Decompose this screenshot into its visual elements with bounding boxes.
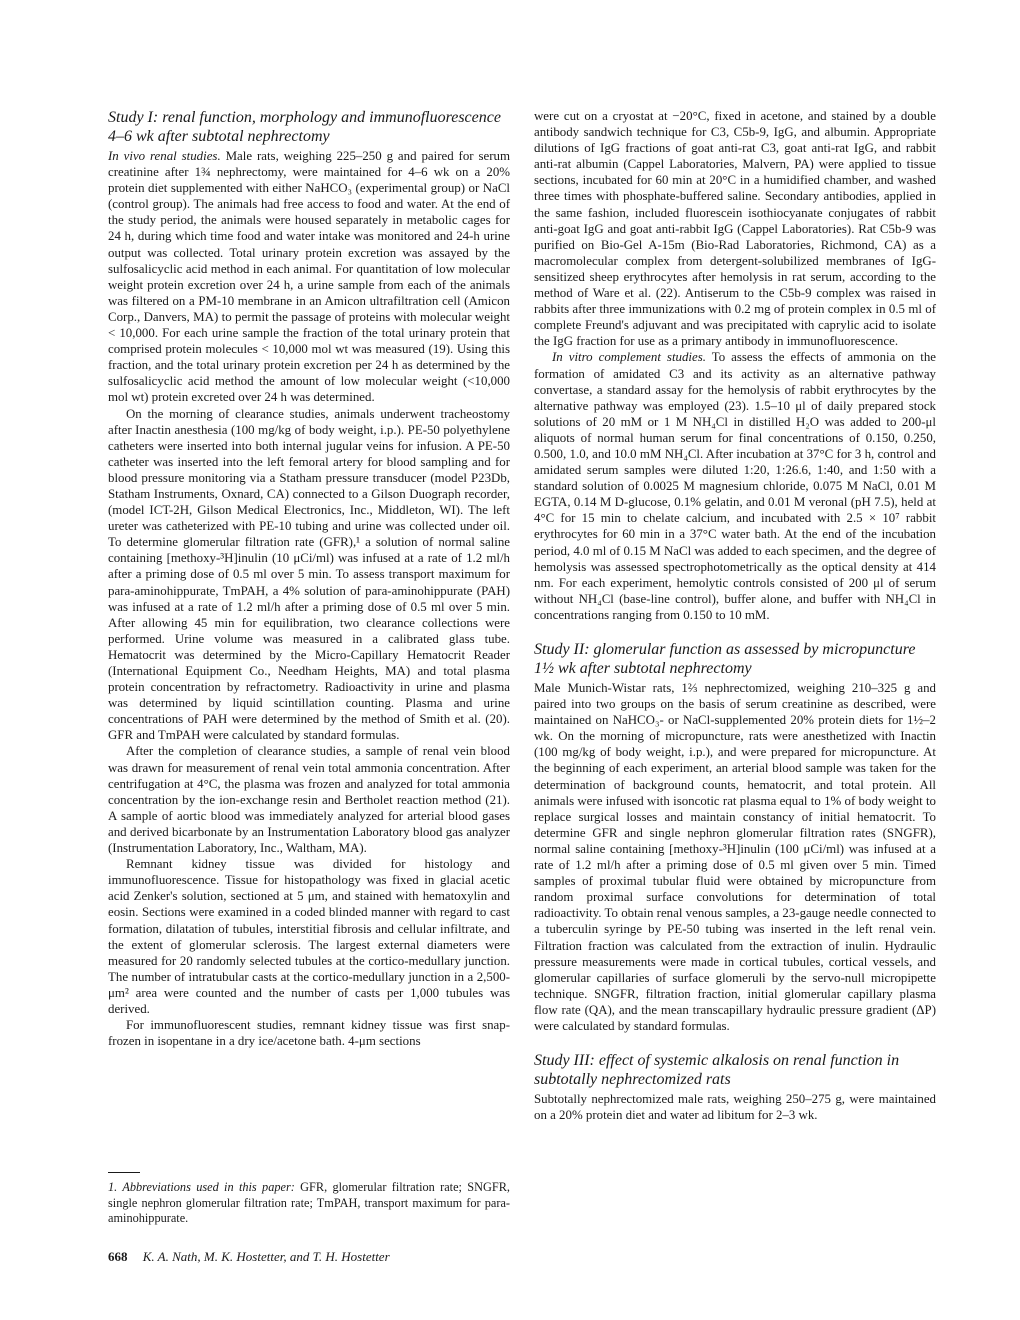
footnote xyxy=(108,1180,510,1227)
right-column xyxy=(534,108,936,1123)
paragraph-micropuncture: Male Munich-Wistar rats, 1⅔ nephrectomized, weighing 210–325 g and paired into two groups on the basis of serum creatinine as described, were maintained on NaHCO₃- or NaCl-supplemented 20% protein diets for 1½–2 wk. On the morning of micropuncture, rats were anesthetized with Inactin (100 mg/kg of body weight, i.p.), and were prepared for micropuncture. At the beginning of each experiment, an arterial blood sample was taken for the determination of background counts, hematocrit, and total protein. All animals were infused with isoncotic rat plasma equal to 1% of body weight to replace surgical losses and maintain constancy of initial hematocrit. To determine GFR and single nephron glomerular filtration rates (SNGFR), normal saline containing [methoxy-³H]inulin (100 μCi/ml) was infused at a rate of 1.2 ml/h after a priming dose of 0.5 ml given over 5 min. Timed samples of proximal tubular fluid were obtained by micropuncture from random proximal surface convolutions for determination of total radioactivity. To obtain renal venous samples, a 23-gauge needle connected to a tuberculin syringe by PE-50 tubing was inserted in the left renal vein. Filtration fraction was calculated from the extraction of inulin. Hydraulic pressure measurements were made in cortical tubules, cortical vessels, and glomerular capillaries of surface glomeruli by the servo-null micropipette technique. SNGFR, filtration fraction, initial glomerular capillary plasma flow rate (QA), and the mean transcapillary hydraulic pressure gradient (ΔP) were calculated by standard formulas. xyxy=(534,681,936,1033)
paragraph-clearance: On the morning of clearance studies, animals underwent tracheostomy after Inactin anesthesia (100 mg/kg of body weight, i.p.). PE-50 polyethylene catheters were inserted into both internal jugular veins for infusion. A PE-50 catheter was inserted into the left femoral artery for blood sampling and for blood pressure monitoring via a Statham pressure transducer (model P23Db, Statham Instruments, Oxnard, CA) connected to a Gilson Duograph recorder, (model ICT-2H, Gilson Medical Electronics, Inc., Middleton, WI). The left ureter was catheterized with PE-10 tubing and urine was collected under oil. To determine glomerular filtration rate (GFR),¹ a solution of normal saline containing [methoxy-³H]inulin (10 μCi/ml) was infused at a rate of 1.2 ml/h after a priming dose of 0.5 ml over 5 min. To assess transport maximum for para-aminohippurate, TmPAH, a 4% solution of para-aminohippurate (PAH) was infused at a rate of 1.2 ml/h after a priming dose of 0.5 ml over 5 min. After allowing 45 min for equilibration, two clearance collections were performed. Urine volume was measured in a calibrated glass tube. Hematocrit was determined by the Micro-Capillary Hematocrit Reader (International Equipment Co., Needham Heights, MA) and total plasma protein concentration by refractometry. Radioactivity in urine and plasma was determined by liquid scintillation counting. Plasma and urine concentrations of PAH were determined by the method of Smith et al. (20). GFR and TmPAH were calculated by standard formulas. xyxy=(108,406,510,743)
paragraph-histology: Remnant kidney tissue was divided for histology and immunofluorescence. Tissue for histopathology was fixed in glacial acetic acid Zenker's solution, sectioned at 5 μm, and stained with hematoxylin and eosin. Sections were examined in a coded blinded manner with regard to cast formation, dilatation of tubules, interstitial fibrosis and cellular infiltrate, and the extent of glomerular sclerosis. The largest external diameters were measured for 20 randomly selected tubules at the cortico-medullary junction. The number of intratubular casts at the cortico-medullary junction in a 2,500-μm² area were counted and the number of casts per 1,000 tubules was derived. xyxy=(108,857,510,1016)
paragraph-immunofluorescence: For immunofluorescent studies, remnant kidney tissue was first snap-frozen in isopentane in a dry ice/acetone bath. 4-μm sections xyxy=(108,1018,510,1049)
section-gap xyxy=(534,623,936,640)
study-3-heading: Study III: effect of systemic alkalosis on renal function in subtotally nephrectomized rats xyxy=(534,1052,900,1089)
paragraph-text: Male rats, weighing 225–250 g and paired for serum creatinine after 1¾ nephrectomy, were maintained for 4–6 wk on a 20% protein diet supplemented with either NaHCO₃ (experimental group) or NaCl (control group). The animals had free access to food and water. At the end of the study period, the animals were housed separately in metabolic cages for 24 h, during which time food and water intake was monitored and 24-h urine output was collected. Total urinary protein excretion was assayed by the sulfosalicyclic acid method in each animal. For quantitation of low molecular weight protein excretion over 24 h, a urine sample from each of the animals was filtered on a PM-10 membrane in an Amicon ultrafiltration cell (Amicon Corp., Danvers, MA) to permit the passage of proteins with molecular weight < 10,000. For each urine sample the fraction of the total urinary protein that comprised protein molecules < 10,000 mol wt was measured (19). Using this fraction, and the total urinary protein excretion per 24 h as determined by the sulfosalicyclic acid method the amount of low molecular weight (<10,000 mol wt) protein excreted over 24 h was determined. xyxy=(108,149,510,405)
running-authors: K. A. Nath, M. K. Hostetter, and T. H. Hostetter xyxy=(142,1249,390,1264)
page-footer xyxy=(108,1249,390,1265)
section-gap xyxy=(534,1034,936,1051)
footnote-title: 1. Abbreviations used in this paper: xyxy=(108,1180,295,1194)
in-vitro-subheading: In vitro complement studies. xyxy=(552,350,706,365)
paragraph-in-vivo xyxy=(108,148,510,406)
study-1-heading: Study I: renal function, morphology and immunofluorescence 4–6 wk after subtotal nephrectomy xyxy=(108,109,501,145)
footnote-divider xyxy=(108,1172,140,1173)
study-2-heading: Study II: glomerular function as assessed by micropuncture 1½ wk after subtotal nephrectomy xyxy=(534,641,916,677)
in-vivo-subheading: In vivo renal studies. xyxy=(108,149,221,163)
paragraph-cryostat: were cut on a cryostat at −20°C, fixed in acetone, and stained by a double antibody sandwich technique for C3, C5b-9, IgG, and albumin. Appropriate dilutions of IgG fractions of goat anti-rat C3, goat anti-rat IgG, and rabbit anti-rat albumin (Cappel Laboratories, Malvern, PA) were applied to tissue sections, incubated for 60 min at 20°C in a humidified chamber, and washed three times with phosphate-buffered saline. Secondary antibodies, applied in the same fashion, included fluorescein isothiocyanate conjugates of rabbit anti-goat IgG and goat anti-rabbit IgG (Cappel Laboratories). Rat C5b-9 was purified on Bio-Gel A-15m (Bio-Rad Laboratories, Richmond, CA) as a macromolecular complex from detergent-solubilized membranes of IgG-sensitized sheep erythrocytes after hemolysis in rat serum, according to the method of Ware et al. (22). Antiserum to the C5b-9 complex was raised in rabbits after three immunizations with 0.2 mg of protein complex in 0.5 ml of complete Freund's adjuvant and was precipitated with caprylic acid to isolate the IgG fraction for use as a primary antibody in immunofluorescence. xyxy=(534,109,936,349)
left-column xyxy=(108,108,510,1049)
footnote-text: GFR, glomerular filtration rate; SNGFR, single nephron glomerular filtration rate; TmPAH, transport maximum for para-aminohippurate. xyxy=(108,1180,510,1226)
paragraph-renal-vein: After the completion of clearance studies, a sample of renal vein blood was drawn for measurement of renal vein total ammonia concentration. After centrifugation at 4°C, the plasma was frozen and analyzed for total ammonia concentration by the ion-exchange resin and Bertholet reaction method (21). A sample of aortic blood was immediately analyzed for arterial blood gases and derived bicarbonate by an Instrumentation Laboratory blood gas analyzer (Instrumentation Laboratory, Inc., Waltham, MA). xyxy=(108,744,510,856)
page-number: 668 xyxy=(108,1249,128,1264)
paragraph-alkalosis: Subtotally nephrectomized male rats, weighing 250–275 g, were maintained on a 20% protein diet and water ad libitum for 2–3 wk. xyxy=(534,1092,936,1123)
paragraph-in-vitro xyxy=(534,349,936,623)
paragraph-text: To assess the effects of ammonia on the formation of amidated C3 and its activity as an alternative pathway convertase, a standard assay for the hemolysis of rabbit erythrocytes by the alternative pathway was employed (23). 1.5–10 μl of daily prepared stock solutions of 20 mM or 1 M NH₄Cl in distilled H₂O was added to 200-μl aliquots of normal human serum for final concentrations of 0.150, 0.250, 0.500, 1.0, and 10.0 mM NH₄Cl. After incubation at 37°C for 3 h, control and amidated serum samples were diluted 1:20, 1:26.6, 1:40, and 1:50 with a standard solution of 0.0025 M magnesium chloride, 0.075 M NaCl, 0.01 M EGTA, 0.14 M D-glucose, 0.1% gelatin, and 0.01 M veronal (pH 7.5), held at 4°C for 15 min to chelate calcium, and incubated with 2.5 × 10⁷ rabbit erythrocytes for 60 min in a 37°C water bath. At the end of the incubation period, 4.0 ml of 0.15 M NaCl was added to each specimen, and the degree of hemolysis was assessed spectrophotometrically as the optical density at 414 nm. For each experiment, hemolytic controls consisted of 200 μl of serum without NH₄Cl (base-line control), buffer alone, and buffer with NH₄Cl in concentrations ranging from 0.150 to 10 mM. xyxy=(534,350,936,622)
